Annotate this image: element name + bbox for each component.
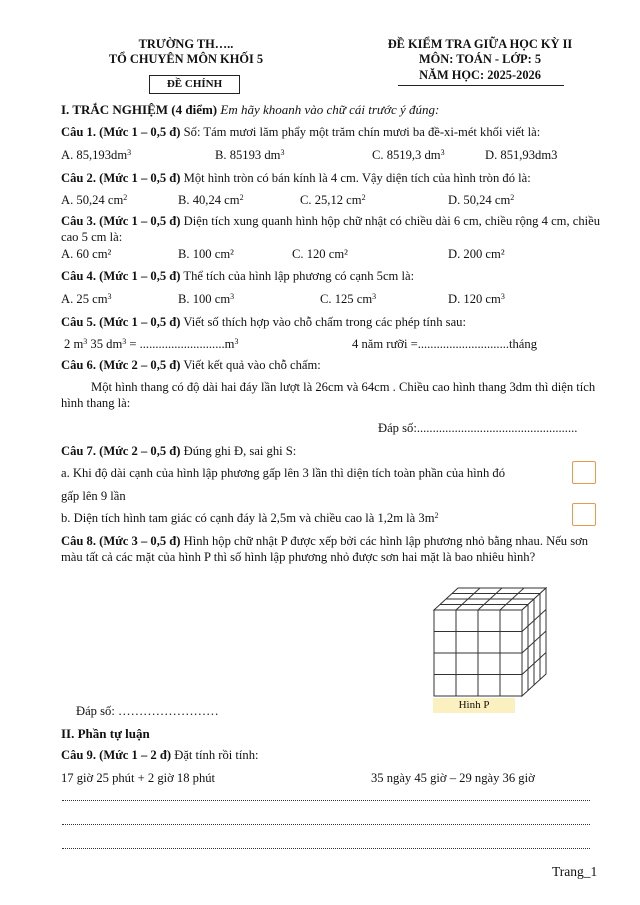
q5-fill-volume[interactable]: 2 $m^3$ 35 $dm^3 = ...........................m^3$ bbox=[64, 337, 239, 351]
header-underline bbox=[398, 85, 564, 86]
q7-statement-a-line2: gấp lên 9 lần bbox=[61, 489, 126, 503]
q7-statement-b: b. Diện tích hình tam giác có cạnh đáy là 2,5m và chiều cao là 1,2m là $3m^2$ bbox=[61, 511, 439, 525]
question-6 bbox=[61, 358, 321, 374]
q6-answer-line[interactable]: Đáp số:................................................... bbox=[378, 421, 578, 435]
question-8 bbox=[61, 534, 609, 565]
question-8-text: Hình hộp chữ nhật P được xếp bởi các hình lập phương nhỏ bằng nhau. Nếu sơn màu tất cả các mặt của hình P thì số hình lập phương nhỏ được sơn hai mặt là bao nhiêu hình? bbox=[61, 534, 589, 564]
question-8-label: Câu 8. (Mức 3 – 0,5 đ) bbox=[61, 534, 181, 548]
q2-option-d[interactable]: D. 50,24 $cm^2$ bbox=[448, 193, 515, 207]
question-5-label: Câu 5. (Mức 1 – 0,5 đ) bbox=[61, 315, 181, 329]
question-2-label: Câu 2. (Mức 1 – 0,5 đ) bbox=[61, 171, 181, 185]
question-6-label: Câu 6. (Mức 2 – 0,5 đ) bbox=[61, 358, 181, 372]
question-7-label: Câu 7. (Mức 2 – 0,5 đ) bbox=[61, 444, 181, 458]
q9-problem-left: 17 giờ 25 phút + 2 giờ 18 phút bbox=[61, 771, 216, 785]
figure-shape-p bbox=[432, 586, 558, 698]
q4-option-b[interactable]: B. 100 $cm^3$ bbox=[178, 292, 235, 306]
q3-option-c[interactable]: C. 120 cm² bbox=[292, 247, 348, 261]
question-1-label: Câu 1. (Mức 1 – 0,5 đ) bbox=[61, 125, 181, 139]
question-9-label: Câu 9. (Mức 1 – 2 đ) bbox=[61, 748, 172, 762]
question-9-text: Đặt tính rồi tính: bbox=[174, 748, 259, 762]
q1-option-a[interactable]: A. $85,193dm^3$ bbox=[61, 148, 132, 162]
q2-option-b[interactable]: B. 40,24 $cm^2$ bbox=[178, 193, 244, 207]
q3-option-b[interactable]: B. 100 cm² bbox=[178, 247, 234, 261]
question-1 bbox=[61, 125, 540, 141]
part2-title: II. Phần tự luận bbox=[61, 726, 150, 741]
school-year: NĂM HỌC: 2025-2026 bbox=[419, 68, 541, 82]
q3-option-a[interactable]: A. 60 cm² bbox=[61, 247, 112, 261]
question-2-text: Một hình tròn có bán kính là 4 cm. Vậy diện tích của hình tròn đó là: bbox=[183, 171, 531, 185]
q1-option-b[interactable]: B. 85193 $dm^3$ bbox=[215, 148, 285, 162]
question-7-text: Đúng ghi Đ, sai ghi S: bbox=[183, 444, 297, 458]
question-6-text: Viết kết quả vào chỗ chấm: bbox=[183, 358, 321, 372]
school-name: TRƯỜNG TH….. bbox=[138, 37, 234, 51]
q3-option-d[interactable]: D. 200 cm² bbox=[448, 247, 505, 261]
q4-option-d[interactable]: D. 120 $cm^3$ bbox=[448, 292, 505, 306]
question-5 bbox=[61, 315, 466, 331]
question-6-body: Một hình thang có độ dài hai đáy lần lượt là 26cm và 64cm . Chiều cao hình thang 3dm thì diện tích hình thang là: bbox=[61, 380, 596, 410]
question-4-label: Câu 4. (Mức 1 – 0,5 đ) bbox=[61, 269, 181, 283]
exam-subject: MÔN: TOÁN - LỚP: 5 bbox=[418, 52, 542, 66]
department-name: TỔ CHUYÊN MÔN KHỐI 5 bbox=[108, 52, 264, 66]
answer-dotted-line[interactable] bbox=[62, 824, 590, 825]
q7-answer-box-a[interactable] bbox=[572, 461, 596, 484]
q4-option-c[interactable]: C. 125 $cm^3$ bbox=[320, 292, 377, 306]
q2-option-a[interactable]: A. 50,24 $cm^2$ bbox=[61, 193, 128, 207]
q1-option-c[interactable]: C. 8519,3 $dm^3$ bbox=[372, 148, 445, 162]
q5-fill-months[interactable]: 4 năm rưỡi =.............................tháng bbox=[352, 337, 537, 351]
question-3-label: Câu 3. (Mức 1 – 0,5 đ) bbox=[61, 214, 181, 228]
question-5-text: Viết số thích hợp vào chỗ chấm trong các phép tính sau: bbox=[183, 315, 466, 329]
question-3 bbox=[61, 214, 606, 245]
q2-option-c[interactable]: C. 25,12 $cm^2$ bbox=[300, 193, 366, 207]
q7-answer-box-b[interactable] bbox=[572, 503, 596, 526]
q1-option-d[interactable]: D. 851,93dm3 bbox=[485, 148, 558, 162]
answer-dotted-line[interactable] bbox=[62, 800, 590, 801]
question-7 bbox=[61, 444, 296, 460]
answer-dotted-line[interactable] bbox=[62, 848, 590, 849]
q9-problem-right: 35 ngày 45 giờ – 29 ngày 36 giờ bbox=[371, 771, 535, 785]
part1-heading bbox=[61, 102, 439, 118]
page-number: Trang_1 bbox=[552, 864, 598, 879]
q8-answer-line[interactable]: Đáp số: …………………… bbox=[76, 704, 219, 718]
official-exam-tag: ĐỀ CHÍNH bbox=[149, 75, 240, 94]
question-3-text: Diện tích xung quanh hình hộp chữ nhật có chiều dài 6 cm, chiều rộng 4 cm, chiều cao 5 cm là: bbox=[61, 214, 601, 244]
question-1-text: Số: Tám mươi lăm phẩy một trăm chín mươi ba đề-xi-mét khối viết là: bbox=[183, 125, 541, 139]
question-9 bbox=[61, 748, 259, 764]
question-2 bbox=[61, 171, 531, 187]
part1-title: I. TRẮC NGHIỆM (4 điểm) bbox=[61, 102, 218, 117]
q4-option-a[interactable]: A. 25 $cm^3$ bbox=[61, 292, 112, 306]
question-4 bbox=[61, 269, 414, 285]
q7-statement-a-line1: a. Khi độ dài cạnh của hình lập phương gấp lên 3 lần thì diện tích toàn phần của hình đó bbox=[61, 466, 506, 480]
question-4-text: Thể tích của hình lập phương có cạnh 5cm là: bbox=[183, 269, 415, 283]
exam-title: ĐỀ KIỂM TRA GIỮA HỌC KỲ II bbox=[387, 37, 573, 51]
part1-instruction: Em hãy khoanh vào chữ cái trước ý đúng: bbox=[220, 102, 440, 117]
figure-caption: Hình P bbox=[433, 698, 515, 713]
